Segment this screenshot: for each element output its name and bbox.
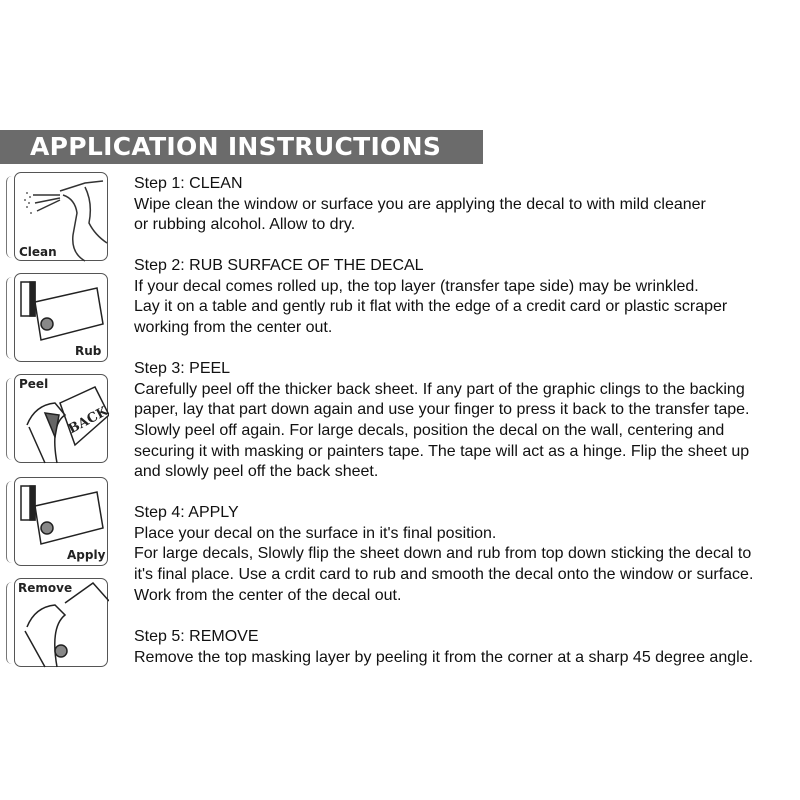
bracket-line	[6, 582, 12, 664]
remove-label: Remove	[18, 581, 73, 595]
step-line: or rubbing alcohol. Allow to dry.	[134, 216, 356, 234]
step-line: Lay it on a table and gently rub it flat with the edge of a credit card or plastic scraper	[134, 298, 728, 316]
rub-icon	[14, 273, 108, 362]
step-line: Work from the center of the decal out.	[134, 586, 402, 604]
step-line: For large decals, Slowly flip the sheet down and rub from top down sticking the decal to	[134, 545, 752, 563]
bracket-line	[6, 481, 12, 563]
bracket-line	[6, 277, 12, 359]
step-line: Carefully peel off the thicker back sheet. If any part of the graphic clings to the backing	[134, 380, 745, 398]
step-heading: Step 5: REMOVE	[134, 628, 259, 645]
peel-label: Peel	[19, 377, 49, 391]
step-line: Remove the top masking layer by peeling it from the corner at a sharp 45 degree angle.	[134, 648, 754, 666]
page-title: APPLICATION INSTRUCTIONS	[30, 132, 442, 161]
remove-icon	[14, 578, 108, 667]
step-2	[134, 256, 727, 339]
step-line: working from the center out.	[134, 319, 333, 337]
apply-label: Apply	[67, 548, 106, 562]
step-line: and slowly peel off the back sheet.	[134, 463, 379, 481]
step-1	[134, 174, 706, 236]
clean-label: Clean	[19, 245, 57, 259]
title-banner	[0, 130, 483, 164]
step-line: Wipe clean the window or surface you are applying the decal to with mild cleaner	[134, 195, 706, 213]
step-line: Place your decal on the surface in it's final position.	[134, 524, 497, 542]
step-heading: Step 2: RUB SURFACE OF THE DECAL	[134, 257, 424, 274]
rub-label: Rub	[75, 344, 102, 358]
step-3	[134, 359, 749, 483]
step-heading: Step 1: CLEAN	[134, 175, 243, 192]
back-label: BACK	[65, 403, 111, 438]
step-line: it's final place. Use a crdit card to rub and smooth the decal onto the window or surface.	[134, 566, 754, 584]
step-line: Slowly peel off again. For large decals, position the decal on the wall, centering and	[134, 422, 725, 440]
apply-icon	[14, 477, 108, 566]
step-line: securing it with masking or painters tape. The tape will act as a hinge. Flip the sheet up	[134, 442, 750, 460]
step-5	[134, 627, 753, 668]
step-line: paper, lay that part down again and use your finger to press it back to the transfer tape.	[134, 401, 750, 419]
step-4	[134, 503, 753, 606]
bracket-line	[6, 176, 12, 258]
clean-icon	[14, 172, 108, 261]
step-heading: Step 4: APPLY	[134, 504, 239, 521]
step-heading: Step 3: PEEL	[134, 360, 231, 377]
bracket-line	[6, 378, 12, 460]
peel-icon	[14, 374, 111, 463]
step-line: If your decal comes rolled up, the top layer (transfer tape side) may be wrinkled.	[134, 277, 699, 295]
